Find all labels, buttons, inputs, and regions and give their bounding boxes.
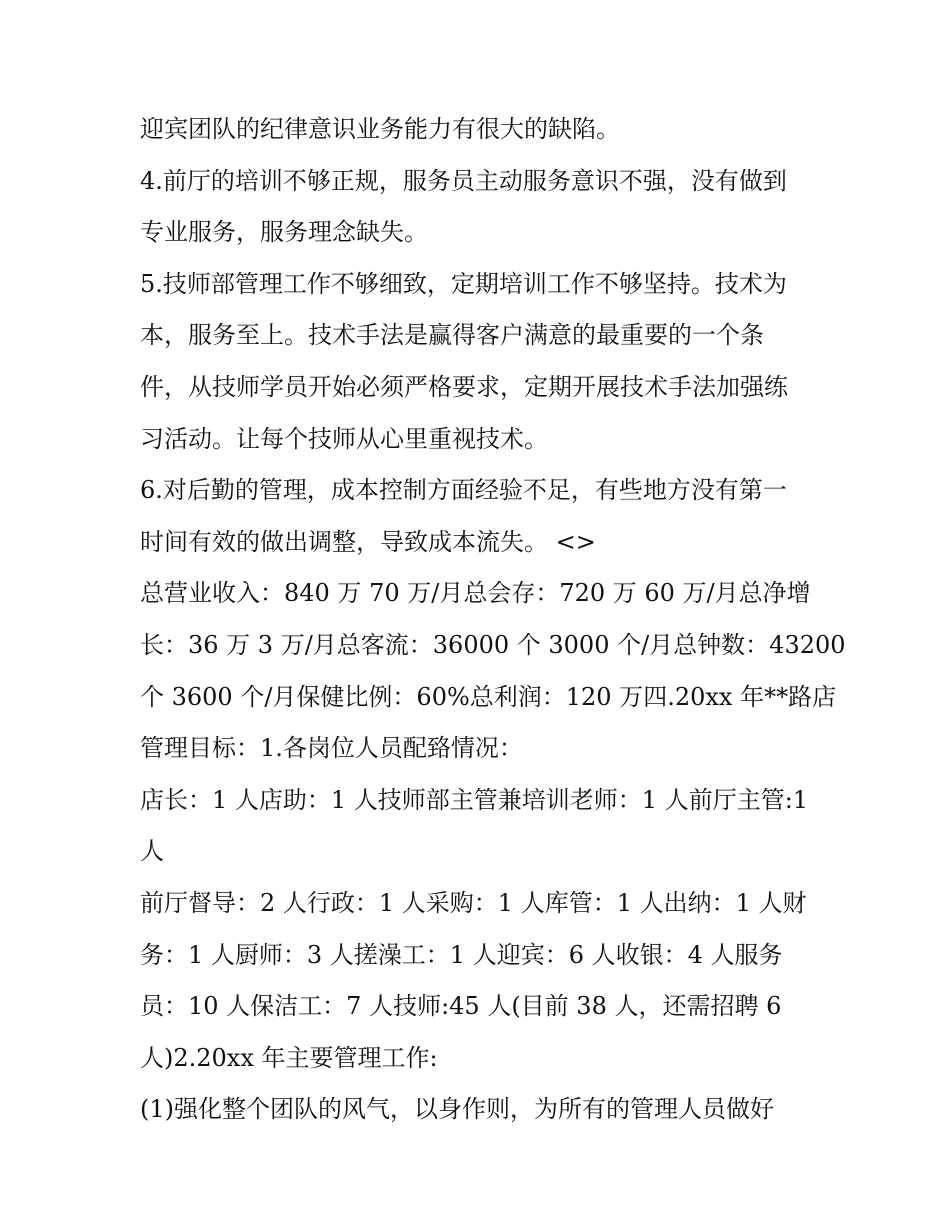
text-line: 长：36 万 3 万/月总客流：36000 个 3000 个/月总钟数：43200 <box>140 630 846 659</box>
text-line: 店长：1 人店助：1 人技师部主管兼培训老师：1 人前厅主管:1 <box>140 785 809 814</box>
text-line: 时间有效的做出调整，导致成本流失。 <> <box>140 527 596 556</box>
text-line: 5.技师部管理工作不够细致，定期培训工作不够坚持。技术为 <box>140 269 787 298</box>
text-line: 习活动。让每个技师从心里重视技术。 <box>140 424 548 453</box>
text-line: 4.前厅的培训不够正规，服务员主动服务意识不强，没有做到 <box>140 166 787 195</box>
text-line: 6.对后勤的管理，成本控制方面经验不足，有些地方没有第一 <box>140 476 787 505</box>
text-line: 总营业收入：840 万 70 万/月总会存：720 万 60 万/月总净增 <box>140 579 811 608</box>
text-line: 个 3600 个/月保健比例：60%总利润：120 万四.20xx 年**路店 <box>140 682 837 711</box>
text-line: 人)2.20xx 年主要管理工作: <box>140 1043 438 1072</box>
text-line: 前厅督导：2 人行政：1 人采购：1 人库管：1 人出纳：1 人财 <box>140 888 807 917</box>
text-line: 迎宾团队的纪律意识业务能力有很大的缺陷。 <box>140 115 620 143</box>
document-body <box>140 104 846 1136</box>
text-line: 员：10 人保洁工：7 人技师:45 人(目前 38 人，还需招聘 6 <box>140 992 782 1021</box>
text-line: 人 <box>140 837 164 866</box>
text-line: 件，从技师学员开始必须严格要求，定期开展技术手法加强练 <box>140 372 788 401</box>
text-line: (1)强化整个团队的风气，以身作则，为所有的管理人员做好 <box>140 1095 774 1124</box>
text-line: 管理目标：1.各岗位人员配臵情况： <box>140 734 523 763</box>
text-line: 本，服务至上。技术手法是赢得客户满意的最重要的一个条 <box>140 321 764 350</box>
text-line: 专业服务，服务理念缺失。 <box>140 218 428 247</box>
text-line: 务：1 人厨师：3 人搓澡工：1 人迎宾：6 人收银：4 人服务 <box>140 940 783 969</box>
